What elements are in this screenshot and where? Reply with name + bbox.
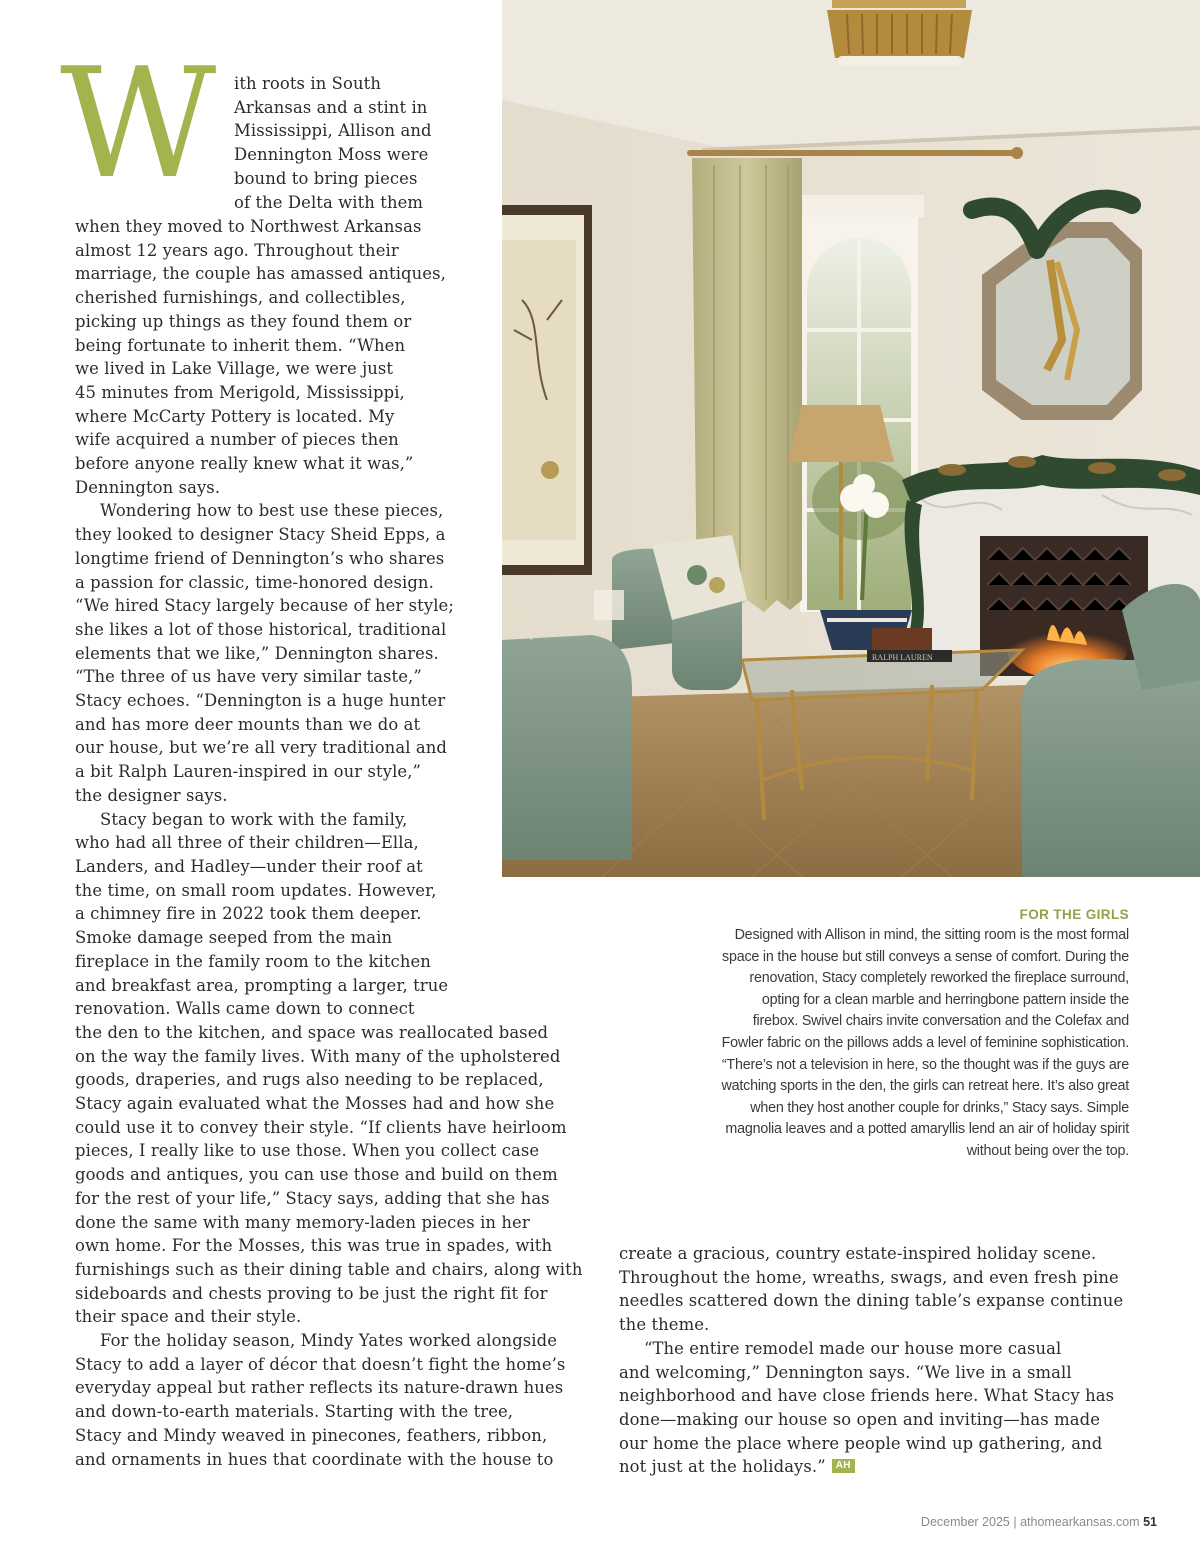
text-line: we lived in Lake Village, we were just (75, 359, 394, 379)
text-line: 45 minutes from Merigold, Mississippi, (75, 382, 405, 402)
article-right-column (619, 1242, 1123, 1479)
text-line: done the same with many memory-laden pieces in her (75, 1212, 530, 1232)
text-line: done—making our house so open and inviting—has made (619, 1409, 1100, 1429)
text-line: Dennington Moss were (234, 145, 429, 165)
text-line: ith roots in South (234, 74, 381, 93)
caption-line: without being over the top. (966, 1142, 1129, 1159)
text-line: their space and their style. (75, 1307, 302, 1327)
text-line: bound to bring pieces (234, 168, 418, 188)
text-line: fireplace in the family room to the kitchen (75, 951, 431, 971)
text-line: For the holiday season, Mindy Yates worked alongside (100, 1331, 558, 1351)
caption-line: watching sports in the den, the girls can retreat here. It’s also great (721, 1078, 1129, 1095)
photo-caption (629, 905, 1129, 1163)
text-line: Stacy began to work with the family, (100, 809, 408, 829)
text-line: and down-to-earth materials. Starting with the tree, (75, 1402, 514, 1422)
text-line: the time, on small room updates. However, (75, 880, 437, 900)
text-line: cherished furnishings, and collectibles, (75, 288, 406, 308)
text-line: and ornaments in hues that coordinate with the house to (75, 1449, 554, 1469)
book-spine-label: RALPH LAUREN (872, 653, 933, 662)
text-line: our house, but we’re all very traditional and (75, 738, 447, 758)
end-mark: AH (832, 1459, 855, 1473)
text-line: Stacy again evaluated what the Mosses had and how she (75, 1094, 555, 1114)
text-line: longtime friend of Dennington’s who shares (75, 548, 445, 568)
framed-botanical-print (502, 205, 592, 575)
text-line: goods, draperies, and rugs also needing to be replaced, (75, 1070, 544, 1090)
text-line: our home the place where people wind up gathering, and (619, 1433, 1103, 1453)
caption-body (629, 925, 1129, 1163)
text-line: Dennington says. (75, 477, 221, 497)
text-line: renovation. Walls came down to connect (75, 999, 415, 1019)
text-line: for the rest of your life,” Stacy says, adding that she has (75, 1188, 550, 1208)
text-line: goods and antiques, you can use those and build on them (75, 1165, 558, 1185)
sitting-room-photo (502, 0, 1200, 877)
text-line: Landers, and Hadley—under their roof at (75, 856, 423, 876)
caption-line: when they host another couple for drinks,” Stacy says. Simple (750, 1099, 1129, 1116)
text-line: the den to the kitchen, and space was reallocated based (75, 1022, 549, 1042)
text-line: she likes a lot of those historical, traditional (75, 619, 447, 639)
text-line: before anyone really knew what it was,” (75, 454, 414, 474)
text-line-content: not just at the holidays.” (619, 1457, 826, 1477)
text-line: and has more deer mounts than we do at (75, 714, 421, 734)
text-line: own home. For the Mosses, this was true in spades, with (75, 1236, 553, 1256)
text-line: pieces, I really like to use those. When you collect case (75, 1141, 540, 1161)
text-line: where McCarty Pottery is located. My (75, 406, 395, 426)
text-line: marriage, the couple has amassed antiques, (75, 264, 446, 284)
caption-line: opting for a clean marble and herringbone pattern inside the (761, 991, 1129, 1008)
text-line: furnishings such as their dining table and chairs, along with (75, 1259, 583, 1279)
caption-line: space in the house but still conveys a sense of comfort. During the (722, 948, 1129, 965)
text-line: almost 12 years ago. Throughout their (75, 240, 399, 260)
text-line: on the way the family lives. With many of the upholstered (75, 1046, 561, 1066)
text-line: Mississippi, Allison and (234, 121, 432, 141)
text-line: of the Delta with them (234, 192, 424, 212)
text-line: Stacy and Mindy weaved in pinecones, feathers, ribbon, (75, 1425, 548, 1445)
caption-line: firebox. Swivel chairs invite conversation and the Colefax and (752, 1013, 1129, 1030)
text-line: Wondering how to best use these pieces, (100, 501, 444, 521)
text-line: being fortunate to inherit them. “When (75, 335, 406, 355)
text-line: and welcoming,” Dennington says. “We live in a small (619, 1362, 1072, 1382)
drop-cap: W (60, 35, 217, 212)
text-line: who had all three of their children—Ella, (75, 833, 419, 853)
issue-date: December 2025 (920, 1515, 1010, 1529)
intro-paragraph (234, 72, 432, 214)
text-line: when they moved to Northwest Arkansas (75, 217, 422, 236)
text-line: “The entire remodel made our house more casual (644, 1338, 1062, 1358)
text-line: Smoke damage seeped from the main (75, 928, 393, 948)
caption-line: magnolia leaves and a potted amaryllis lend an air of holiday spirit (725, 1121, 1129, 1138)
text-line: a bit Ralph Lauren-inspired in our style,” (75, 762, 421, 782)
text-line: “We hired Stacy largely because of her style; (75, 596, 454, 616)
caption-line: Fowler fabric on the pillows adds a level of feminine sophistication. (721, 1034, 1129, 1051)
text-line: everyday appeal but rather reflects its nature-drawn hues (75, 1378, 564, 1398)
caption-line: renovation, Stacy completely reworked the fireplace surround, (749, 970, 1129, 987)
text-line: a passion for classic, time-honored design. (75, 572, 434, 592)
text-line: Stacy to add a layer of décor that doesn’t fight the home’s (75, 1354, 566, 1374)
text-line: Stacy echoes. “Dennington is a huge hunter (75, 691, 446, 711)
folio-separator: | (1013, 1515, 1017, 1529)
text-line: a chimney fire in 2022 took them deeper. (75, 904, 422, 924)
text-line: needles scattered down the dining table’s expanse continue (619, 1291, 1124, 1311)
text-line: “The three of us have very similar taste,” (75, 667, 422, 687)
text-line: they looked to designer Stacy Sheid Epps, a (75, 525, 446, 545)
text-line: Arkansas and a stint in (234, 97, 428, 117)
caption-line: Designed with Allison in mind, the sitting room is the most formal (734, 927, 1129, 943)
site-url: athomearkansas.com (1020, 1515, 1140, 1529)
text-line: picking up things as they found them or (75, 311, 412, 331)
text-line: could use it to convey their style. “If clients have heirloom (75, 1117, 567, 1137)
text-line: and breakfast area, prompting a larger, true (75, 975, 449, 995)
text-line: neighborhood and have close friends here. What Stacy has (619, 1386, 1115, 1406)
page-folio (921, 1515, 1157, 1529)
text-line: create a gracious, country estate-inspired holiday scene. (619, 1244, 1097, 1263)
text-line: the designer says. (75, 785, 228, 805)
text-line: wife acquired a number of pieces then (75, 430, 399, 450)
text-line: the theme. (619, 1315, 710, 1335)
caption-title: FOR THE GIRLS (1019, 907, 1129, 922)
caption-line: “There’s not a television in here, so the thought was if the guys are (721, 1056, 1129, 1073)
text-line (619, 1455, 1123, 1479)
text-line: sideboards and chests proving to be just the right fit for (75, 1283, 548, 1303)
page-number: 51 (1143, 1515, 1157, 1529)
text-line: Throughout the home, wreaths, swags, and even fresh pine (619, 1267, 1119, 1287)
arched-window (794, 195, 924, 612)
text-line: elements that we like,” Dennington shares. (75, 643, 439, 663)
